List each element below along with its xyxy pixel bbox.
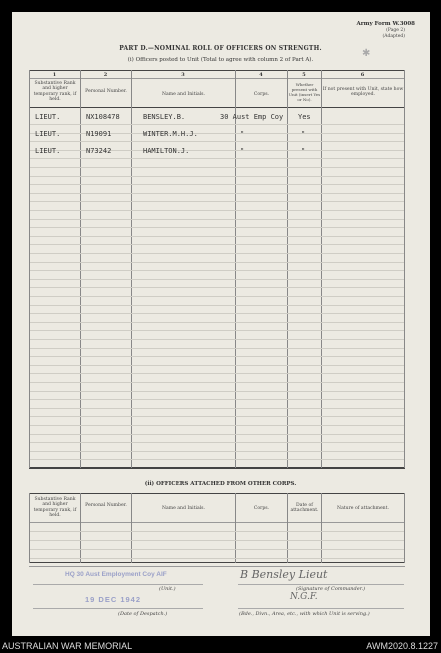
ruled-line [30,184,404,185]
bde-label: (Bde., Divn., Area, etc., with which Unit is serving.) [239,611,370,617]
header-divider [29,107,405,108]
ruled-line [30,549,404,550]
table-top-border [29,70,405,71]
signature-label: (Signature of Commander.) [296,586,366,592]
ruled-line [30,262,404,263]
initials: N.G.F. [290,592,318,602]
footer-institution: AUSTRALIAN WAR MEMORIAL [2,641,133,651]
row1-rank: LIEUT. [35,113,61,121]
page-label: (Page 2) [386,28,405,33]
commander-signature: B Bensley Lieut [240,568,328,581]
row2-rank: LIEUT. [35,130,61,138]
colnum-divider [29,78,405,79]
section2-title: (ii) OFFICERS ATTACHED FROM OTHER CORPS. [144,481,297,487]
ruled-line [30,244,404,245]
ruled-line [30,540,404,541]
ruled-line [30,339,404,340]
ruled-line [30,227,404,228]
ruled-line [30,210,404,211]
row1-present: Yes [298,113,311,121]
ruled-line [30,425,404,426]
ruled-line [30,373,404,374]
colhead-employed: If not present with Unit, state how employed. [322,87,404,98]
ruled-line [30,356,404,357]
row3-name: HAMILTON.J. [143,147,190,155]
part-title: PART D.—NOMINAL ROLL OF OFFICERS ON STRENGTH. [119,45,322,52]
unit-line [33,584,203,585]
colnum-2: 2 [103,72,108,78]
row3-present: " [301,147,306,155]
t2-colhead-number: Personal Number. [85,503,127,508]
t2-col-line-5 [321,493,322,563]
ruled-line [30,416,404,417]
despatch-label: (Date of Despatch.) [118,611,168,617]
t2-colhead-corps: Corps. [253,506,270,511]
ruled-line [30,442,404,443]
row2-name: WINTER.M.H.J. [143,130,198,138]
colnum-3: 3 [181,72,185,78]
t2-col-line-3 [235,493,236,563]
ruled-line [30,399,404,400]
ruled-line [30,253,404,254]
footer-accession: AWM2020.8.1227 [366,641,438,651]
ruled-line [30,236,404,237]
bde-line [238,608,404,609]
ruled-line [30,348,404,349]
ruled-line [30,141,404,142]
row1-number: NX108478 [86,113,120,121]
colnum-6: 6 [360,72,365,78]
ruled-line [30,558,404,559]
ruled-line [30,434,404,435]
t2-col-line-2 [131,493,132,563]
colhead-rank: Substantive Rank and higher temporary rank, if held. [33,81,77,103]
row1-corps: 30 Aust Emp Coy [220,113,284,121]
ruled-line [30,279,404,280]
ruled-line [30,382,404,383]
ruled-line [30,322,404,323]
ruled-line [30,313,404,314]
ruled-line [30,270,404,271]
colhead-present: Whether present with Unit (insert Yes or No). [288,82,321,102]
colnum-1: 1 [52,72,57,78]
unit-stamp: HQ 30 Aust Employment Coy AIF [65,571,167,578]
colhead-corps: Corps. [253,92,270,97]
table2-header-divider [29,522,405,523]
table2-bottom-border [29,562,405,563]
section1-title: (i) Officers posted to Unit (Total to agree with column 2 of Part A). [127,57,314,63]
table-bottom-border [29,467,405,469]
ruled-line [30,531,404,532]
ruled-line [30,219,404,220]
ruled-line [30,459,404,460]
t2-colhead-nature: Nature of attachment. [337,506,389,511]
adapted-label: (Adapted) [382,34,405,39]
date-stamp: 19 DEC 1942 [85,595,142,604]
t2-colhead-rank: Substantive Rank and higher temporary rank, if held. [33,497,77,519]
despatch-line [33,608,203,609]
ruled-line [30,408,404,409]
ruled-line [30,124,404,125]
row2-present: " [301,130,306,138]
row2-corps: " [240,130,245,138]
row3-number: N73242 [86,147,112,155]
ruled-line [30,391,404,392]
signature-line [238,584,404,585]
ruled-line [30,451,404,452]
form-page [12,12,430,636]
ruled-line [30,365,404,366]
ruled-line [30,167,404,168]
colhead-number: Personal Number. [85,89,127,94]
colnum-5: 5 [302,72,306,78]
col-line-6 [404,70,405,468]
unit-label: (Unit.) [159,586,176,592]
row1-name: BENSLEY.B. [143,113,186,121]
t2-col-line-6 [404,493,405,563]
ruled-line [30,330,404,331]
table2-top-border [29,493,405,494]
ruled-line [30,287,404,288]
ruled-line [30,296,404,297]
sig-top-line [29,566,405,567]
t2-colhead-date: Date of attachment. [290,503,319,514]
colhead-name: Name and Initials. [162,92,205,97]
ruled-line [30,193,404,194]
ruled-line [30,158,404,159]
colnum-4: 4 [259,72,263,78]
ruled-line [30,176,404,177]
ruled-line [30,201,404,202]
row2-number: N19091 [86,130,112,138]
ruled-line [30,305,404,306]
row3-corps: " [240,147,245,155]
form-id: Army Form W.3008 [356,21,415,27]
t2-colhead-name: Name and Initials. [162,506,205,511]
punch-mark-icon: ✱ [362,48,371,59]
row3-rank: LIEUT. [35,147,61,155]
